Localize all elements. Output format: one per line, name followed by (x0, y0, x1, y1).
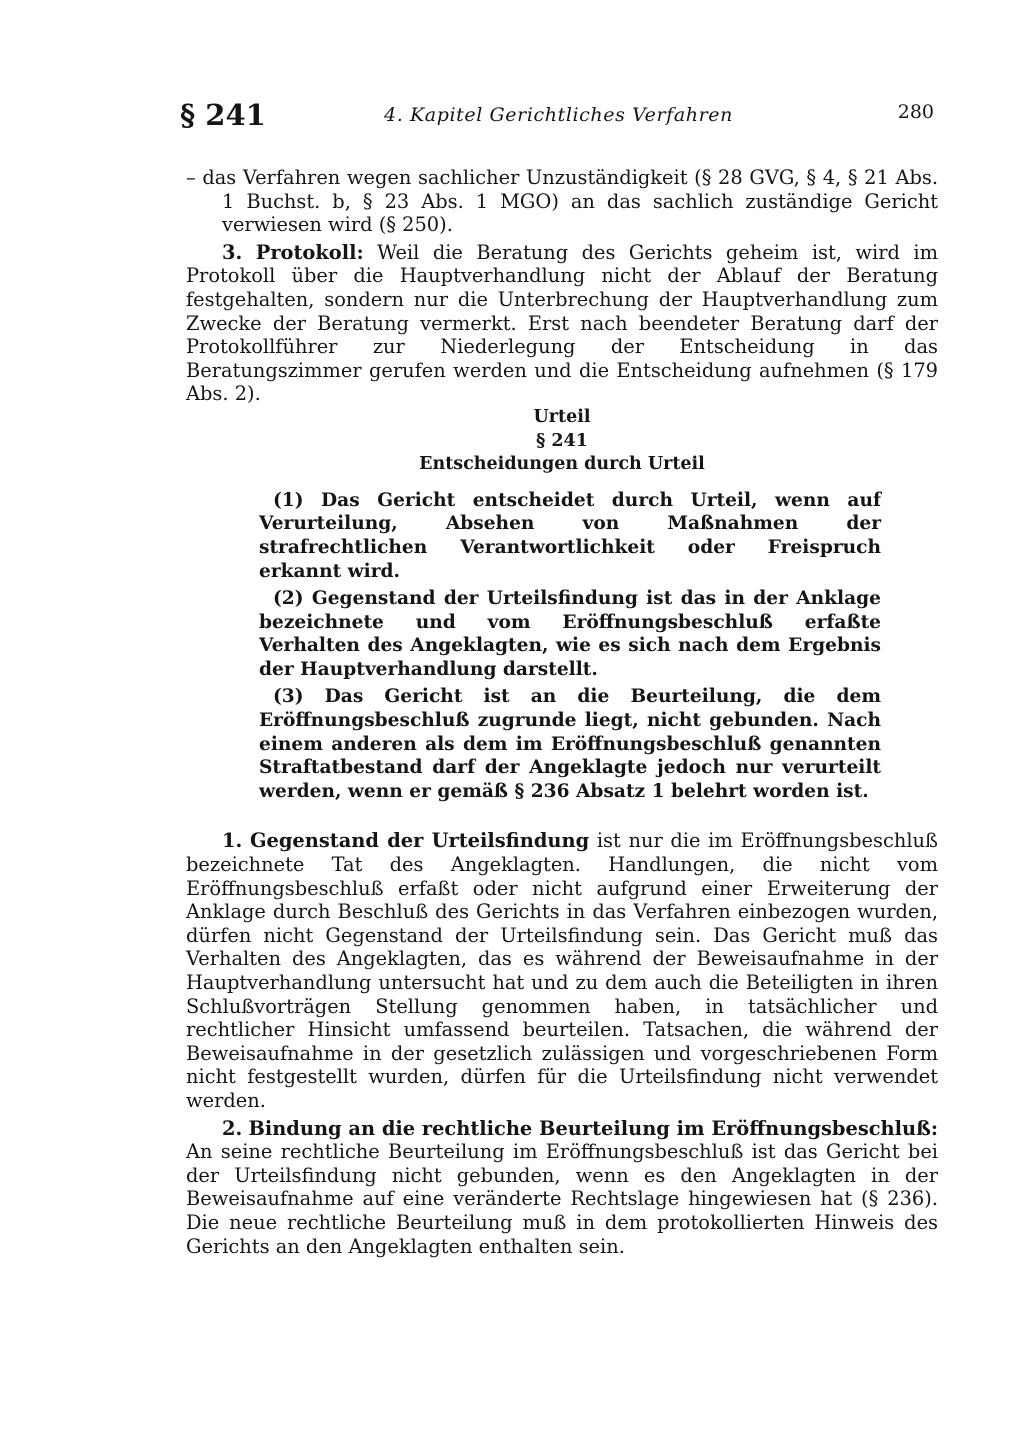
commentary-item-2-number: 2. (222, 1116, 243, 1140)
section-number: § 241 (536, 430, 588, 451)
commentary-item-1-number: 1. (222, 829, 243, 853)
intro-item-3-text: Weil die Beratung des Gerichts geheim ist, wird im Protokoll über die Hauptverhandlung nicht der Ablauf der Beratung festgehalten, sondern nur die Unterbrechung der Hauptverhandlung zum Zwecke der Beratung vermerkt. Erst nach beendeter Beratung darf der Protokollführer zur Niederlegung der Entscheidung in das Beratungszimmer gerufen werden und die Entscheidung aufnehmen (§ 179 Abs. 2). (186, 240, 938, 406)
intro-dash-item: – das Verfahren wegen sachlicher Unzuständigkeit (§ 28 GVG, § 4, § 21 Abs. 1 Buchst. b, § 23 Abs. 1 MGO) an das sachlich zuständige Gericht verwiesen wird (§ 250). (186, 166, 938, 237)
commentary-item-1 (186, 829, 938, 1112)
statute-paragraph-1: (1) Das Gericht entscheidet durch Urteil, wenn auf Verurteilung, Absehen von Maßnahmen der strafrechtlichen Verantwortlichkeit oder Freispruch erkannt wird. (259, 489, 881, 582)
page-header (180, 98, 938, 138)
section-subtitle: Urteil (533, 406, 591, 427)
page-number: 280 (897, 101, 934, 123)
intro-item-3-heading: Protokoll: (255, 240, 364, 264)
commentary-item-1-heading: Gegenstand der Urteilsfindung (249, 829, 590, 853)
header-chapter-title: 4. Kapitel Gerichtliches Verfahren (384, 104, 733, 126)
commentary-item-1-text: ist nur die im Eröffnungsbeschluß bezeichnete Tat des Angeklagten. Handlungen, die nicht vom Eröffnungsbeschluß erfaßt oder nicht aufgrund einer Erweiterung der Anklage durch Beschluß des Gerichts in das Verfahren einbezogen wurden, dürfen nicht Gegenstand der Urteilsfindung sein. Das Gericht muß das Verhalten des Angeklagten, das es während der Beweisaufnahme in der Hauptverhandlung untersucht hat und zu dem auch die Beteiligten in ihren Schlußvorträgen Stellung genommen haben, in tatsächlicher und rechtlicher Hinsicht umfassend beurteilen. Tatsachen, die während der Beweisaufnahme in der gesetzlich zulässigen und vorgeschriebenen Form nicht festgestellt wurden, dürfen für die Urteilsfindung nicht verwendet werden. (186, 829, 938, 1112)
intro-item-3-number: 3. (222, 240, 243, 264)
statute-paragraph-2: (2) Gegenstand der Urteilsfindung ist das in der Anklage bezeichnete und vom Eröffnungsbeschluß erfaßte Verhalten des Angeklagten, wie es sich nach dem Ergebnis der Hauptverhandlung darstellt. (259, 588, 881, 680)
page-body (186, 166, 938, 1258)
header-section-number: § 241 (180, 98, 266, 132)
commentary-item-2-heading: Bindung an die rechtliche Beurteilung im Eröffnungsbeschluß: (248, 1116, 938, 1140)
statute-paragraph-3: (3) Das Gericht ist an die Beurteilung, die dem Eröffnungsbeschluß zugrunde liegt, nicht gebunden. Nach einem anderen als dem im Eröffnungsbeschluß genannten Straftatbestand darf der Angeklagte jedoch nur verurteilt werden, wenn er gemäß § 236 Absatz 1 belehrt worden ist. (259, 686, 881, 802)
intro-item-3 (186, 241, 938, 406)
commentary (186, 829, 938, 1258)
commentary-item-2 (186, 1117, 938, 1259)
statute-text (259, 489, 881, 804)
section-title: Entscheidungen durch Urteil (419, 454, 705, 475)
commentary-item-2-text: An seine rechtliche Beurteilung im Eröffnungsbeschluß ist das Gericht bei der Urteilsfindung nicht gebunden, wenn es den Angeklagten in der Beweisaufnahme auf eine veränderte Rechtslage hingewiesen hat (§ 236). Die neue rechtliche Beurteilung muß in dem protokollierten Hinweis des Gerichts an den Angeklagten enthalten sein. (186, 1140, 938, 1258)
